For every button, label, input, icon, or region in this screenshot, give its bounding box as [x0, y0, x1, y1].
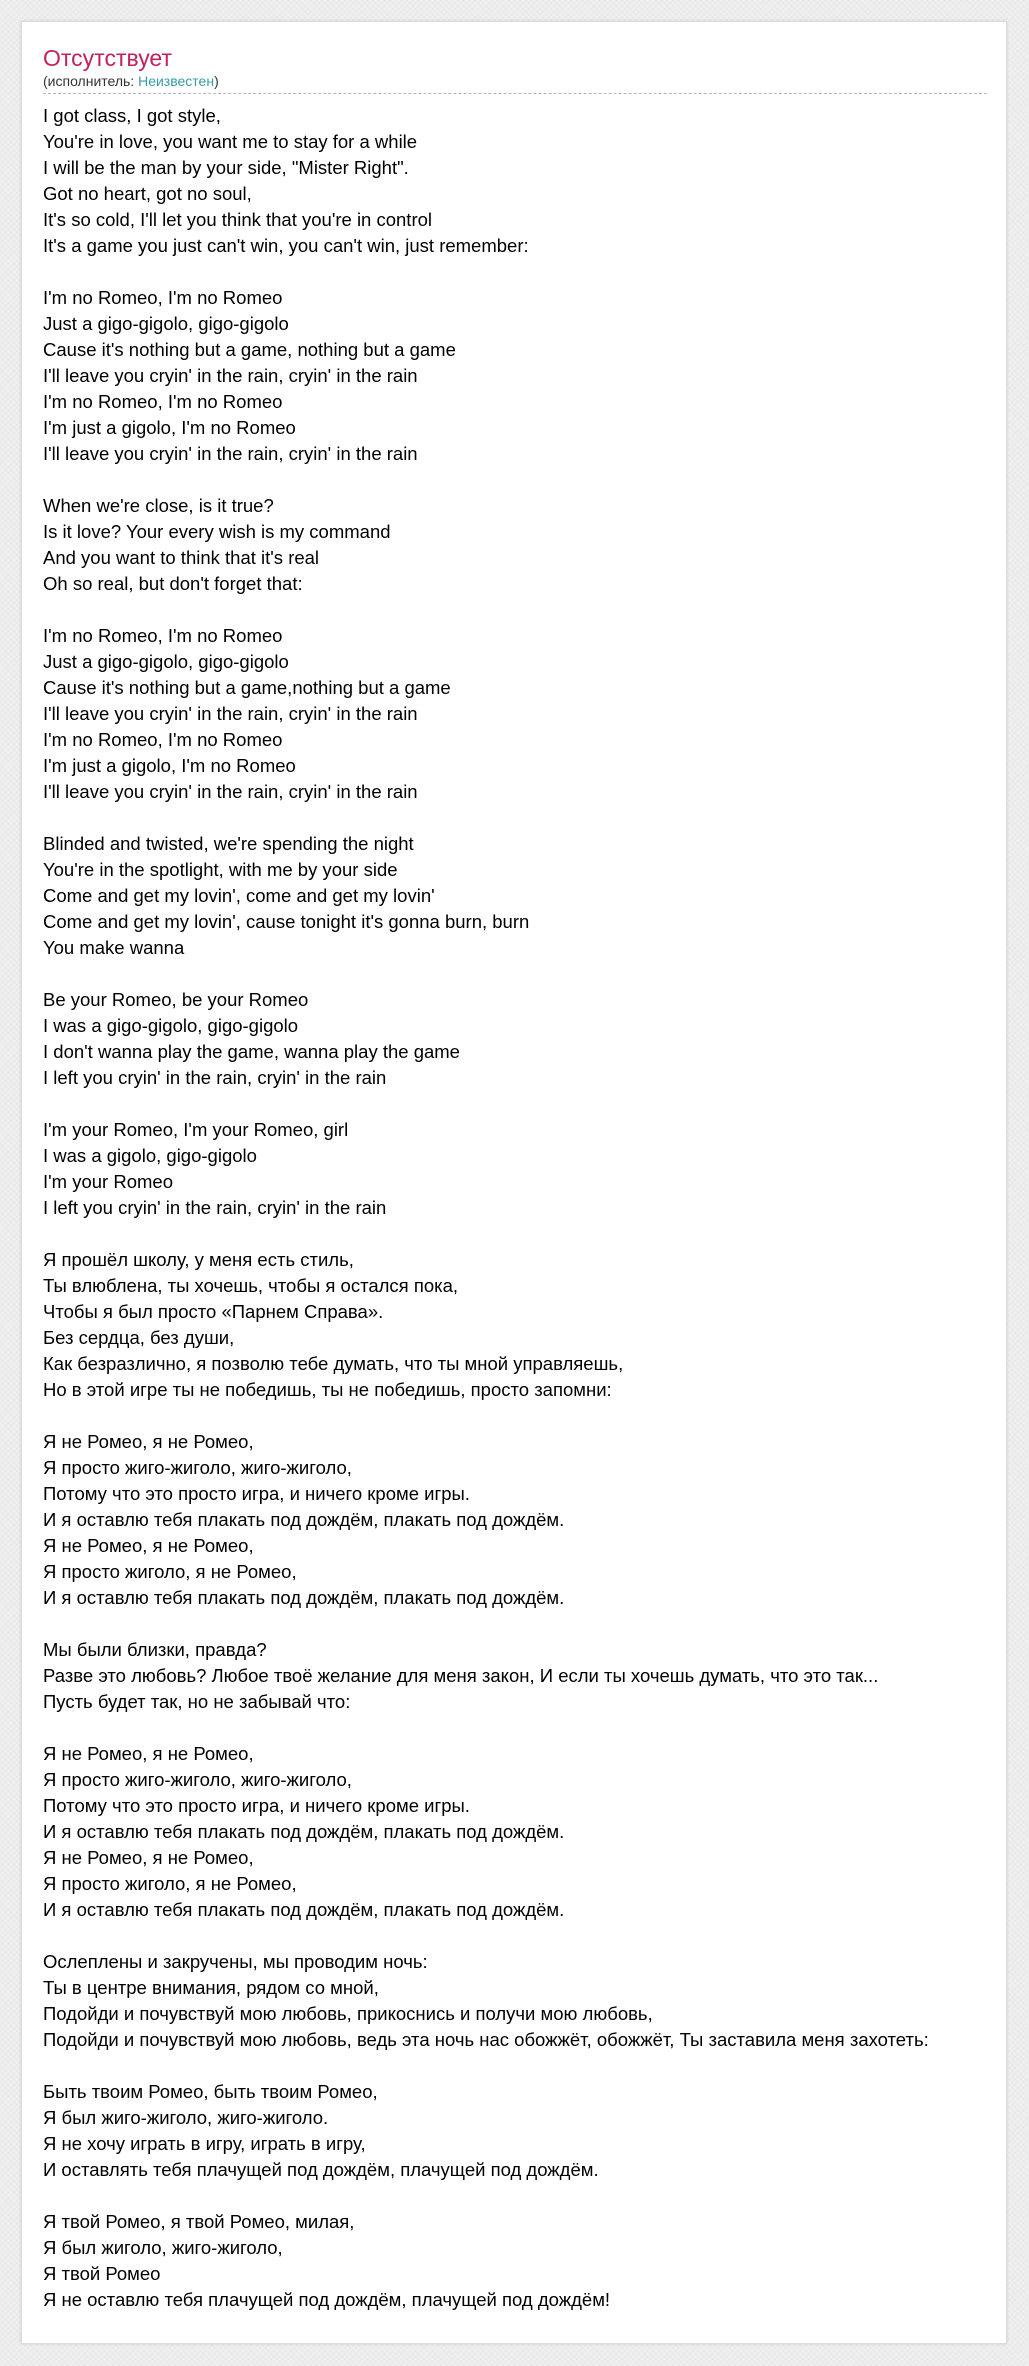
- song-header: [43, 44, 987, 94]
- song-title: Отсутствует: [43, 45, 172, 71]
- artist-link[interactable]: Неизвестен: [138, 73, 215, 89]
- lyrics-card: [21, 21, 1007, 2344]
- artist-suffix: ): [214, 73, 219, 89]
- lyrics-text: I got class, I got style, You're in love, you want me to stay for a while I will be the man by your side, "Mister Right". Got no heart, got no soul, It's so cold, I'll let you think that you're in control It's a game you just can't win, you can't win, just remember: I'm no Romeo, I'm no Romeo Just a gigo-gigolo, gigo-gigolo Cause it's nothing but a game, nothing but a game I'll leave you cryin' in the rain, cryin' in the rain I'm no Romeo, I'm no Romeo I'm just a gigolo, I'm no Romeo I'll leave you cryin' in the rain, cryin' in the rain When we're close, is it true? Is it love? Your every wish is my command And you want to think that it's real Oh so real, but don't forget that: I'm no Romeo, I'm no Romeo Just a gigo-gigolo, gigo-gigolo Cause it's nothing but a game,nothing but a game I'll leave you cryin' in the rain, cryin' in the rain I'm no Romeo, I'm no Romeo I'm just a gigolo, I'm no Romeo I'll leave you cryin' in the rain, cryin' in the rain Blinded and twisted, we're spending the night You're in the spotlight, with me by your side Come and get my lovin', come and get my lovin' Come and get my lovin', cause tonight it's gonna burn, burn You make wanna Be your Romeo, be your Romeo I was a gigo-gigolo, gigo-gigolo I don't wanna play the game, wanna play the game I left you cryin' in the rain, cryin' in the rain I'm your Romeo, I'm your Romeo, girl I was a gigolo, gigo-gigolo I'm your Romeo I left you cryin' in the rain, cryin' in the rain Я прошёл школу, у меня есть стиль, Ты влюблена, ты хочешь, чтобы я остался пока, Чтобы я был просто «Парнем Справа». Без сердца, без души, Как безразлично, я позволю тебе думать, что ты мной управляешь, Но в этой игре ты не победишь, ты не победишь, просто запомни: Я не Ромео, я не Ромео, Я просто жиго-жиголо, жиго-жиголо, Потому что это просто игра, и ничего кроме игры. И я оставлю тебя плакать под дождём, плакать под дождём. Я не Ромео, я не Ромео, Я просто жиголо, я не Ромео, И я оставлю тебя плакать под дождём, плакать под дождём. Мы были близки, правда? Разве это любовь? Любое твоё желание для меня закон, И если ты хочешь думать, что это так... Пусть будет так, но не забывай что: Я не Ромео, я не Ромео, Я просто жиго-жиголо, жиго-жиголо, Потому что это просто игра, и ничего кроме игры. И я оставлю тебя плакать под дождём, плакать под дождём. Я не Ромео, я не Ромео, Я просто жиголо, я не Ромео, И я оставлю тебя плакать под дождём, плакать под дождём. Ослеплены и закручены, мы проводим ночь: Ты в центре внимания, рядом со мной, Подойди и почувствуй мою любовь, прикоснись и получи мою любовь, Подойди и почувствуй мою любовь, ведь эта ночь нас обожжёт, обожжёт, Ты заставила меня захотеть: Быть твоим Ромео, быть твоим Ромео, Я был жиго-жиголо, жиго-жиголо. Я не хочу играть в игру, играть в игру, И оставлять тебя плачущей под дождём, плачущей под дождём. Я твой Ромео, я твой Ромео, милая, Я был жиголо, жиго-жиголо, Я твой Ромео Я не оставлю тебя плачущей под дождём, плачущей под дождём!: [43, 105, 929, 2310]
- artist-prefix: (исполнитель:: [43, 73, 139, 89]
- artist-line: [43, 73, 219, 90]
